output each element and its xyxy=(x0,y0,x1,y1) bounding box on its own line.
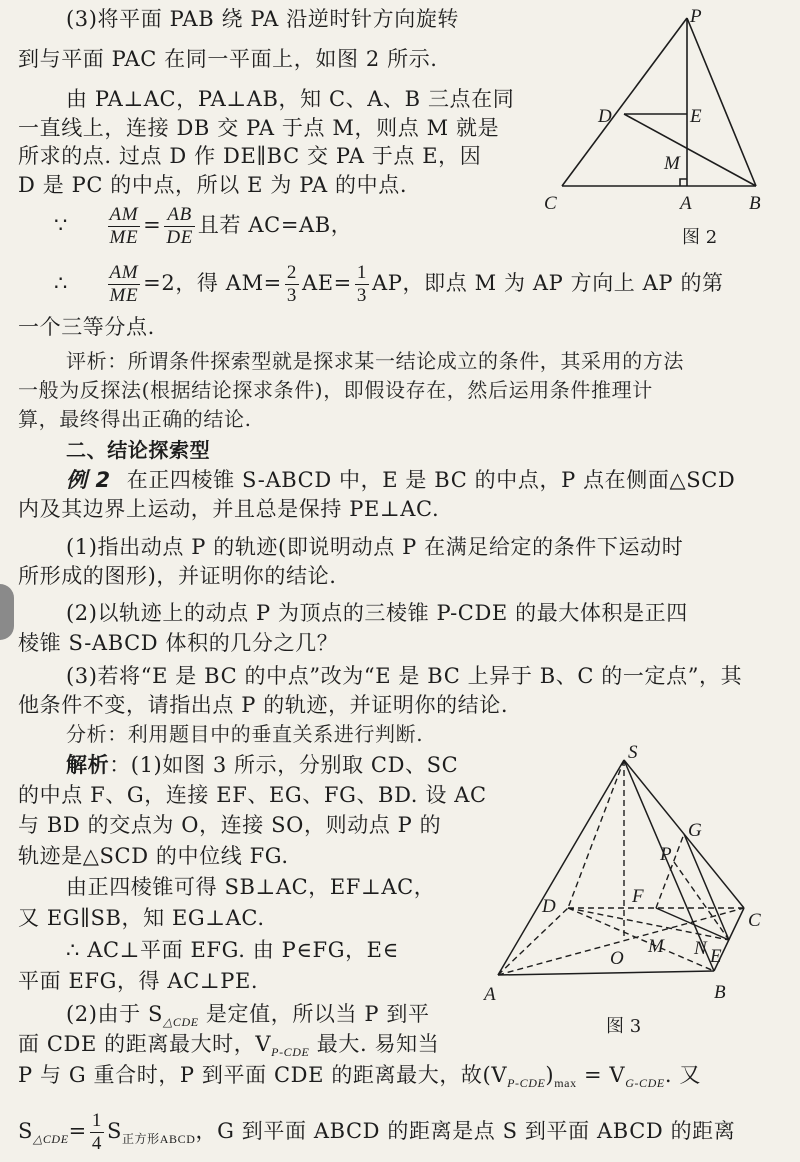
label-c: C xyxy=(544,193,557,214)
label-c: C xyxy=(748,910,761,931)
solution-line6: 又 EG∥SB，知 EG⊥AC. xyxy=(18,906,265,930)
question3-line1: (3)若将“E 是 BC 的中点”改为“E 是 BC 上异于 B、C 的一定点”，其 xyxy=(66,664,743,688)
equals-sign: = xyxy=(143,213,162,237)
text-run: 是定值，所以当 P 到平 xyxy=(198,1002,430,1026)
label-a: A xyxy=(484,984,496,1005)
label-d: D xyxy=(542,896,556,917)
text-run: S xyxy=(18,1119,33,1143)
fraction-denominator: 3 xyxy=(286,285,297,306)
para1-line5: 所求的点. 过点 D 作 DE∥BC 交 PA 于点 E，因 xyxy=(18,144,482,168)
subscript: △CDE xyxy=(33,1132,69,1146)
example2-line2: 内及其边界上运动，并且总是保持 PE⊥AC. xyxy=(18,497,440,521)
label-e: E xyxy=(690,106,702,127)
figure-2-caption: 图 2 xyxy=(682,227,718,248)
solution-line3: 与 BD 的交点为 O，连接 SO，则动点 P 的 xyxy=(18,813,442,837)
text-run: P 与 G 重合时，P 到平面 CDE 的距离最大，故(V xyxy=(18,1063,508,1087)
subscript: max xyxy=(554,1076,577,1090)
subscript: P-CDE xyxy=(507,1076,546,1090)
fraction-denominator: 4 xyxy=(91,1133,102,1154)
fraction-denominator: ME xyxy=(109,227,139,248)
analysis1-line2: 一般为反探法(根据结论探求条件)，即假设存在，然后运用条件推理计 xyxy=(18,378,653,402)
right-angle-mark xyxy=(680,179,687,186)
fraction-am-me xyxy=(108,262,141,307)
fraction-numerator: AB xyxy=(164,204,195,227)
para1-line3: 由 PA⊥AC，PA⊥AB，知 C、A、B 三点在同 xyxy=(66,87,515,111)
example-text: 在正四棱锥 S-ABCD 中，E 是 BC 的中点，P 点在侧面△SCD xyxy=(126,468,736,492)
label-s: S xyxy=(628,742,638,763)
edge-sa xyxy=(498,760,624,975)
solution-line2: 的中点 F、G，连接 EF、EG、FG、BD. 设 AC xyxy=(18,783,487,807)
text-run: 面 CDE 的距离最大时，V xyxy=(18,1032,272,1056)
subscript: 正方形ABCD xyxy=(121,1132,196,1146)
section-heading: 二、结论探索型 xyxy=(66,438,211,462)
solution-line11 xyxy=(18,1062,701,1096)
figure-3 xyxy=(478,740,784,1040)
label-b: B xyxy=(749,193,761,214)
fraction-numerator: AM xyxy=(109,262,139,283)
equation-because xyxy=(54,204,352,249)
analysis1-line1: 评析：所谓条件探索型就是探求某一结论成立的条件，其采用的方法 xyxy=(66,349,684,373)
fraction-denominator: DE xyxy=(166,227,193,248)
text-run: . 又 xyxy=(664,1063,702,1087)
label-g: G xyxy=(688,820,702,841)
solution-line1 xyxy=(66,752,458,778)
example2-line1 xyxy=(66,467,735,493)
question3-line2: 他条件不变，请指出点 P 的轨迹，并证明你的结论. xyxy=(18,693,509,717)
label-o: O xyxy=(610,948,624,969)
label-n: N xyxy=(694,938,707,959)
label-e: E xyxy=(710,946,722,967)
figure-2-diagram xyxy=(530,0,800,250)
text-run: S xyxy=(106,1119,122,1143)
analysis2: 分析：利用题目中的垂直关系进行判断. xyxy=(66,722,424,746)
example-label: 例 2 xyxy=(66,468,111,492)
equation-middle: =2，得 AM= xyxy=(143,271,282,295)
figure-3-caption: 图 3 xyxy=(606,1016,642,1037)
fraction-one-third xyxy=(355,262,369,307)
equation-tail: AP，即点 M 为 AP 方向上 AP 的第 xyxy=(372,271,724,295)
text-run: 最大. 易知当 xyxy=(309,1032,440,1056)
analysis1-line3: 算，最终得出正确的结论. xyxy=(18,407,252,431)
solution-line12 xyxy=(18,1110,735,1155)
edge-ab xyxy=(498,971,714,975)
label-b: B xyxy=(714,982,726,1003)
fraction-numerator: 1 xyxy=(356,262,367,283)
fraction-am-me xyxy=(108,204,141,249)
para1-line2: 到与平面 PAC 在同一平面上，如图 2 所示. xyxy=(18,47,438,71)
label-p: P xyxy=(690,6,702,27)
question1-line1: (1)指出动点 P 的轨迹(即说明动点 P 在满足给定的条件下运动时 xyxy=(66,535,684,559)
segment-ge xyxy=(684,834,729,940)
solution-line9 xyxy=(66,1001,430,1035)
question2-line1: (2)以轨迹上的动点 P 为顶点的三棱锥 P-CDE 的最大体积是正四 xyxy=(66,601,688,625)
solution-line5: 由正四棱锥可得 SB⊥AC，EF⊥AC， xyxy=(66,875,436,899)
question2-line2: 棱锥 S-ABCD 体积的几分之几？ xyxy=(18,631,339,655)
label-f: F xyxy=(632,886,644,907)
text-run: ) xyxy=(545,1063,555,1087)
fraction-numerator: 2 xyxy=(286,262,297,283)
fraction-one-quarter xyxy=(90,1110,104,1155)
fraction-numerator: AM xyxy=(109,204,139,225)
fraction-denominator: ME xyxy=(109,285,139,306)
equation-therefore xyxy=(54,262,724,307)
subscript: △CDE xyxy=(163,1015,199,1029)
therefore-symbol: ∴ xyxy=(54,271,68,295)
text-run: (2)由于 S xyxy=(66,1002,164,1026)
diagonal-bd xyxy=(568,908,714,971)
because-symbol: ∵ xyxy=(54,213,68,237)
solution-line7: ∴ AC⊥平面 EFG. 由 P∈FG，E∈ xyxy=(66,938,399,962)
fraction-denominator: 3 xyxy=(356,285,367,306)
label-d: D xyxy=(598,106,612,127)
edge-ad xyxy=(498,908,568,975)
label-p: P xyxy=(660,844,672,865)
solution-line4: 轨迹是△SCD 的中位线 FG. xyxy=(18,844,289,868)
label-m: M xyxy=(664,153,680,174)
line-pb xyxy=(687,18,756,186)
label-m: M xyxy=(648,936,664,957)
solution-text: ：(1)如图 3 所示，分别取 CD、SC xyxy=(109,753,459,777)
equals-sign: = xyxy=(68,1119,87,1143)
equation-continuation: 一个三等分点. xyxy=(18,315,155,339)
question1-line2: 所形成的图形)，并证明你的结论. xyxy=(18,564,337,588)
figure-2 xyxy=(530,0,800,250)
solution-line10 xyxy=(18,1031,439,1065)
text-run: ，G 到平面 ABCD 的距离是点 S 到平面 ABCD 的距离 xyxy=(195,1119,736,1143)
solution-label: 解析 xyxy=(66,753,110,777)
edge-sd xyxy=(568,760,624,908)
para1-line1: (3)将平面 PAB 绕 PA 沿逆时针方向旋转 xyxy=(66,7,460,31)
text-run: = V xyxy=(576,1063,626,1087)
para1-line4: 一直线上，连接 DB 交 PA 于点 M，则点 M 就是 xyxy=(18,116,500,140)
equation-tail: 且若 AC=AB， xyxy=(197,213,353,237)
figure-3-diagram xyxy=(478,740,784,1040)
para1-line6: D 是 PC 的中点，所以 E 为 PA 的中点. xyxy=(18,173,408,197)
subscript: P-CDE xyxy=(271,1045,310,1059)
solution-line8: 平面 EFG，得 AC⊥PE. xyxy=(18,969,259,993)
equation-middle: AE= xyxy=(301,271,352,295)
fraction-ab-de xyxy=(164,204,195,249)
page-edge-tab xyxy=(0,584,14,640)
fraction-two-thirds xyxy=(285,262,299,307)
label-a: A xyxy=(680,193,692,214)
subscript: G-CDE xyxy=(625,1076,665,1090)
fraction-numerator: 1 xyxy=(91,1110,102,1131)
